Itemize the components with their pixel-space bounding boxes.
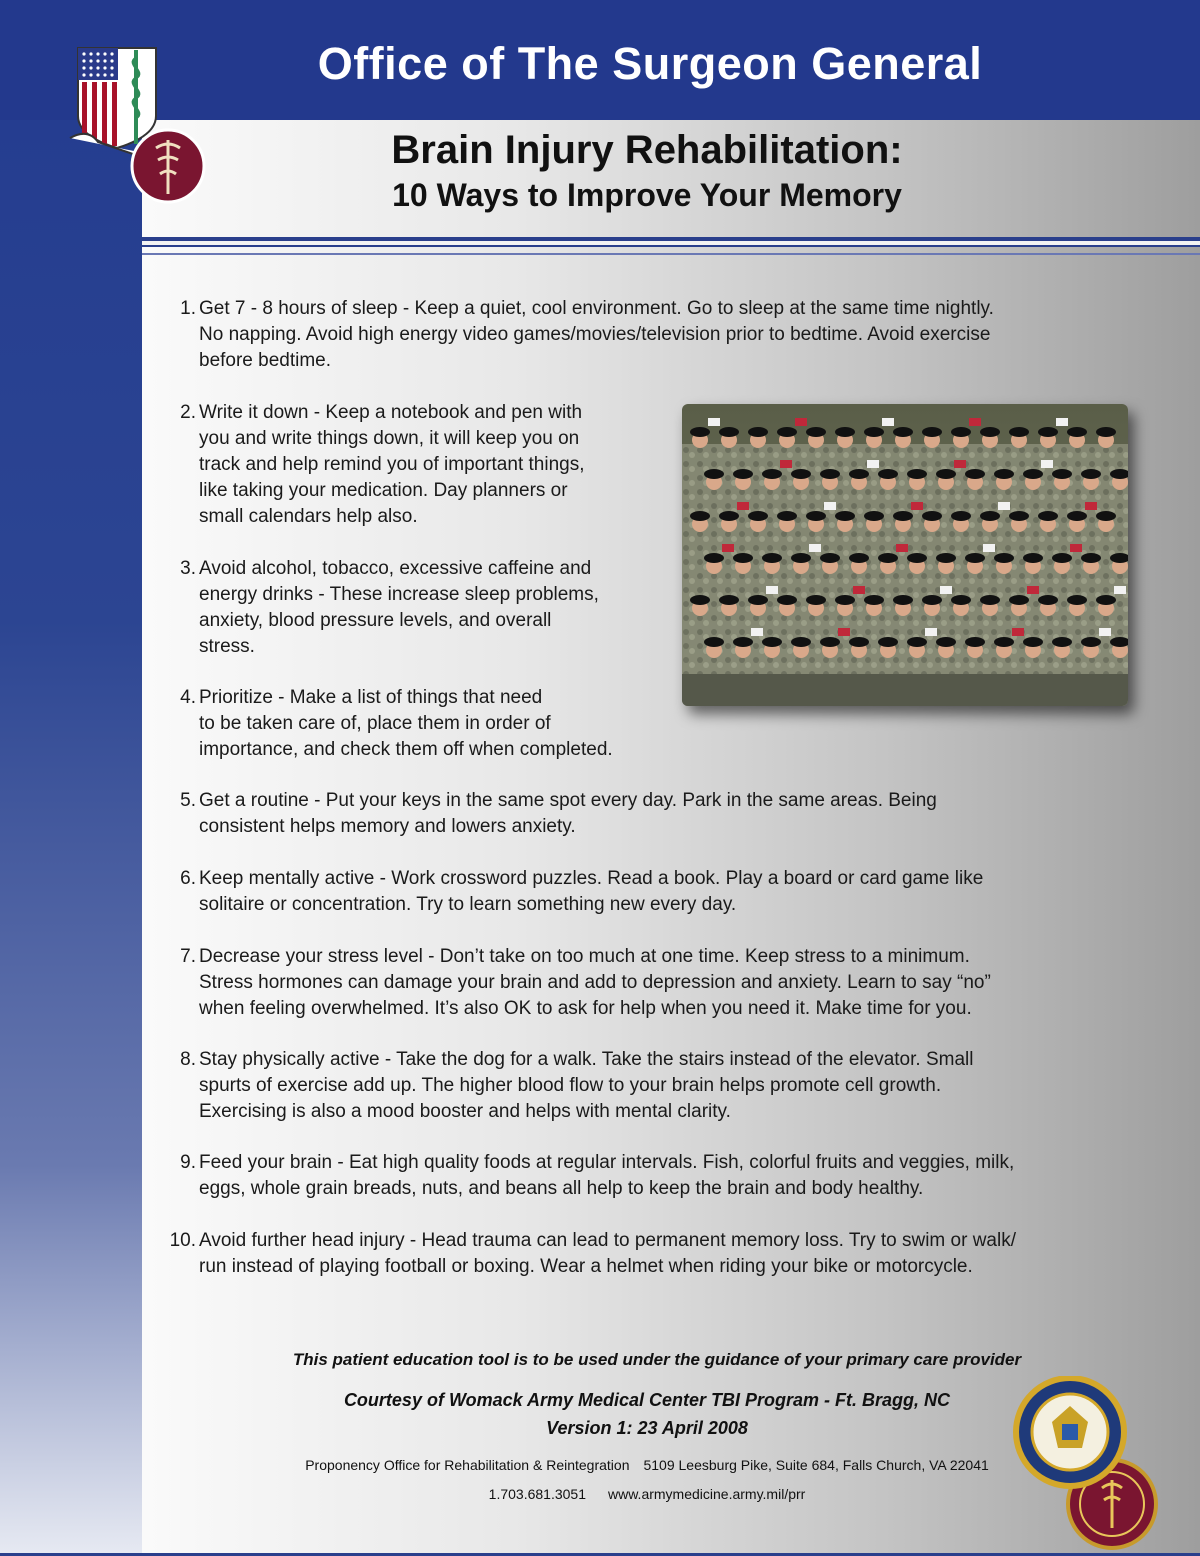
crowd-beret (748, 511, 768, 521)
crowd-beret (791, 637, 811, 647)
mini-flag (969, 418, 981, 426)
crowd-beret (820, 553, 840, 563)
crowd-beret (980, 511, 1000, 521)
crowd-beret (994, 469, 1014, 479)
tip-number: 10. (169, 1230, 196, 1251)
crowd-beret (965, 553, 985, 563)
crowd-beret (893, 595, 913, 605)
tip-line: Get a routine - Put your keys in the same spot every day. Park in the same areas. Being (199, 790, 937, 811)
crowd-beret (690, 511, 710, 521)
page-title: Brain Injury Rehabilitation: (391, 128, 903, 172)
tip-number: 8. (180, 1049, 196, 1070)
tip-line: anxiety, blood pressure levels, and overall (199, 610, 552, 631)
crowd-beret (1096, 511, 1116, 521)
crowd-beret (1009, 511, 1029, 521)
crowd-beret (791, 469, 811, 479)
crowd-beret (1052, 553, 1072, 563)
crowd-beret (864, 511, 884, 521)
mini-flag (780, 460, 792, 468)
crowd-beret (1052, 469, 1072, 479)
crowd-beret (1023, 553, 1043, 563)
crowd-beret (1081, 637, 1101, 647)
surgeon-general-crest-logo (68, 44, 208, 214)
mini-flag (882, 418, 894, 426)
crowd-beret (864, 595, 884, 605)
soldiers-photo (682, 404, 1128, 706)
office-name: Proponency Office for Rehabilitation & Reintegration (305, 1457, 630, 1473)
tip-text (199, 1047, 973, 1125)
mini-flag (911, 502, 923, 510)
crowd-beret (936, 637, 956, 647)
tip-line: energy drinks - These increase sleep problems, (199, 584, 599, 605)
tip-text (199, 685, 613, 763)
mini-flag (983, 544, 995, 552)
mini-flag (708, 418, 720, 426)
crowd-beret (690, 595, 710, 605)
mini-flag (824, 502, 836, 510)
crowd-beret (849, 637, 869, 647)
tip-line: Write it down - Keep a notebook and pen with (199, 402, 583, 423)
mini-flag (1114, 586, 1126, 594)
tip-text (199, 788, 937, 840)
tip-line: Stress hormones can damage your brain and add to depression and anxiety. Learn to say “no” (199, 972, 991, 993)
crowd-beret (893, 427, 913, 437)
title-block (142, 120, 1200, 238)
army-seals-logo (1012, 1376, 1192, 1556)
crowd-beret (936, 469, 956, 479)
tip-text (199, 296, 994, 374)
tip-line: No napping. Avoid high energy video games/movies/television prior to bedtime. Avoid exercise (199, 324, 991, 345)
mini-flag (940, 586, 952, 594)
tip-text (199, 400, 584, 530)
tip-line: run instead of playing football or boxing. Wear a helmet when riding your bike or motorcycle. (199, 1256, 973, 1277)
crowd-beret (719, 595, 739, 605)
crowd-beret (922, 427, 942, 437)
tip-line: stress. (199, 636, 255, 657)
mini-flag (1056, 418, 1068, 426)
crowd-beret (878, 553, 898, 563)
mini-flag (1041, 460, 1053, 468)
tip-line: Avoid further head injury - Head trauma can lead to permanent memory loss. Try to swim or walk/ (199, 1230, 1016, 1251)
divider (142, 253, 1200, 255)
mini-flag (1012, 628, 1024, 636)
crowd-beret (806, 427, 826, 437)
crowd-beret (1067, 595, 1087, 605)
tip-line: importance, and check them off when completed. (199, 739, 613, 760)
crowd-beret (820, 637, 840, 647)
disclaimer-text: This patient education tool is to be used under the guidance of your primary care provider (292, 1350, 1022, 1369)
tip-number: 9. (180, 1152, 196, 1173)
crowd-beret (806, 595, 826, 605)
mini-flag (795, 418, 807, 426)
crowd-beret (835, 511, 855, 521)
tip-line: eggs, whole grain breads, nuts, and beans all help to keep the brain and body healthy. (199, 1178, 924, 1199)
office-title: Office of The Surgeon General (317, 38, 983, 89)
crowd-beret (878, 469, 898, 479)
mini-flag (751, 628, 763, 636)
crowd-beret (1081, 553, 1101, 563)
contact-line (142, 1486, 1152, 1502)
tip-line: consistent helps memory and lowers anxiety. (199, 816, 576, 837)
tip-text (199, 1228, 1016, 1280)
tip-line: track and help remind you of important things, (199, 454, 585, 475)
crowd-beret (1096, 427, 1116, 437)
crowd-beret (820, 469, 840, 479)
crowd-beret (777, 511, 797, 521)
crowd-beret (719, 511, 739, 521)
crowd-beret (1067, 427, 1087, 437)
tip-line: you and write things down, it will keep you on (199, 428, 580, 449)
crowd-beret (835, 427, 855, 437)
mini-flag (838, 628, 850, 636)
divider (142, 245, 1200, 247)
soldiers-photo-image (682, 404, 1128, 706)
crowd-beret (1052, 637, 1072, 647)
mini-flag (1070, 544, 1082, 552)
crowd-beret (994, 553, 1014, 563)
tip-number: 1. (180, 298, 196, 319)
crowd-beret (719, 427, 739, 437)
tip-line: solitaire or concentration. Try to learn something new every day. (199, 894, 737, 915)
left-sidebar-band (0, 0, 142, 1553)
crowd-beret (1096, 595, 1116, 605)
tip-line: Prioritize - Make a list of things that need (199, 687, 543, 708)
crowd-beret (951, 595, 971, 605)
mini-flag (867, 460, 879, 468)
crowd-beret (806, 511, 826, 521)
crowd-beret (893, 511, 913, 521)
crowd-beret (733, 637, 753, 647)
tip-line: Get 7 - 8 hours of sleep - Keep a quiet, cool environment. Go to sleep at the same time nightly. (199, 298, 994, 319)
crowd-beret (849, 553, 869, 563)
tip-number: 5. (180, 790, 196, 811)
tip-number: 2. (180, 402, 196, 423)
mini-flag (954, 460, 966, 468)
crowd-beret (1081, 469, 1101, 479)
tip-line: Avoid alcohol, tobacco, excessive caffeine and (199, 558, 592, 579)
tip-line: spurts of exercise add up. The higher blood flow to your brain helps promote cell growth. (199, 1075, 942, 1096)
tip-text (199, 1150, 1014, 1202)
crowd-beret (922, 511, 942, 521)
mini-flag (853, 586, 865, 594)
crowd-beret (1009, 427, 1029, 437)
crowd-beret (849, 469, 869, 479)
courtesy-text: Courtesy of Womack Army Medical Center TBI Program - Ft. Bragg, NC (343, 1390, 951, 1410)
tip-number: 4. (180, 687, 196, 708)
crowd-beret (777, 595, 797, 605)
crowd-beret (965, 637, 985, 647)
tip-line: Stay physically active - Take the dog for a walk. Take the stairs instead of the elevator. Small (199, 1049, 974, 1070)
crowd-beret (733, 469, 753, 479)
mini-flag (737, 502, 749, 510)
crowd-beret (704, 637, 724, 647)
tip-text (199, 556, 599, 660)
crowd-beret (791, 553, 811, 563)
crowd-beret (733, 553, 753, 563)
page-subtitle: 10 Ways to Improve Your Memory (392, 177, 902, 213)
mini-flag (896, 544, 908, 552)
tip-line: Decrease your stress level - Don’t take on too much at one time. Keep stress to a minimum. (199, 946, 970, 967)
crowd-beret (835, 595, 855, 605)
mini-flag (722, 544, 734, 552)
crowd-beret (980, 595, 1000, 605)
crowd-beret (1023, 637, 1043, 647)
crowd-beret (965, 469, 985, 479)
crowd-beret (994, 637, 1014, 647)
tip-line: when feeling overwhelmed. It’s also OK to ask for help when you need it. Make time for you. (199, 998, 972, 1019)
crowd-beret (980, 427, 1000, 437)
crowd-beret (878, 637, 898, 647)
mini-flag (925, 628, 937, 636)
crowd-beret (704, 553, 724, 563)
crowd-beret (1038, 511, 1058, 521)
crowd-beret (936, 553, 956, 563)
crowd-beret (704, 469, 724, 479)
mini-flag (1027, 586, 1039, 594)
crowd-beret (690, 427, 710, 437)
tip-line: Exercising is also a mood booster and helps with mental clarity. (199, 1101, 731, 1122)
crowd-beret (951, 427, 971, 437)
crowd-beret (1067, 511, 1087, 521)
website-link[interactable]: www.armymedicine.army.mil/prr (608, 1486, 806, 1502)
crowd-beret (922, 595, 942, 605)
crowd-beret (762, 637, 782, 647)
crowd-beret (1038, 427, 1058, 437)
tip-line: Keep mentally active - Work crossword puzzles. Read a book. Play a board or card game like (199, 868, 984, 889)
crowd-beret (907, 637, 927, 647)
tip-line: before bedtime. (199, 350, 332, 371)
tip-line: to be taken care of, place them in order of (199, 713, 551, 734)
crowd-beret (951, 511, 971, 521)
crowd-beret (748, 595, 768, 605)
mini-flag (809, 544, 821, 552)
mini-flag (998, 502, 1010, 510)
crowd-beret (748, 427, 768, 437)
tip-text (199, 866, 983, 918)
tip-text (199, 944, 991, 1022)
mini-flag (1099, 628, 1111, 636)
tip-line: like taking your medication. Day planners or (199, 480, 568, 501)
address-line (142, 1457, 1152, 1473)
crowd-beret (907, 469, 927, 479)
tip-line: Feed your brain - Eat high quality foods at regular intervals. Fish, colorful fruits and veggies, milk, (199, 1152, 1015, 1173)
tip-number: 6. (180, 868, 196, 889)
street-address: 5109 Leesburg Pike, Suite 684, Falls Church, VA 22041 (643, 1457, 989, 1473)
phone-number: 1.703.681.3051 (488, 1486, 586, 1502)
crowd-beret (1023, 469, 1043, 479)
crowd-beret (762, 469, 782, 479)
version-text: Version 1: 23 April 2008 (546, 1418, 748, 1438)
tip-line: small calendars help also. (199, 506, 418, 527)
tip-number: 3. (180, 558, 196, 579)
crowd-beret (777, 427, 797, 437)
crowd-beret (1009, 595, 1029, 605)
mini-flag (1085, 502, 1097, 510)
mini-flag (766, 586, 778, 594)
crowd-beret (762, 553, 782, 563)
crowd-beret (907, 553, 927, 563)
crowd-beret (1038, 595, 1058, 605)
tip-number: 7. (180, 946, 196, 967)
crowd-beret (864, 427, 884, 437)
